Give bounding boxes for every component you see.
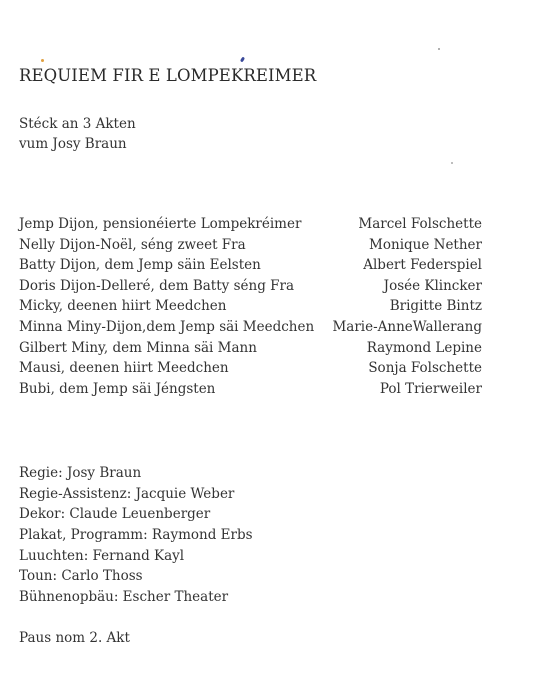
cast-actor: Brigitte Bintz: [389, 298, 482, 315]
cast-role: Nelly Dijon-Noël, séng zweet Fra: [19, 236, 246, 253]
cast-row: [19, 317, 482, 338]
cast-actor: Marie-AnneWallerang: [332, 318, 482, 335]
crew-item-sound: Toun: Carlo Thoss: [19, 568, 143, 585]
cast-role: Micky, deenen hiirt Meedchen: [19, 298, 227, 315]
cast-actor: Monique Nether: [369, 236, 482, 253]
cast-actor: Pol Trierweiler: [379, 380, 482, 397]
cast-row: [19, 214, 482, 235]
cast-row: [19, 276, 482, 297]
play-title: REQUIEM FIR E LOMPEKREIMER: [19, 66, 317, 85]
cast-role: Mausi, deenen hiirt Meedchen: [19, 360, 229, 377]
ink-speck-orange: [41, 59, 44, 62]
cast-list: [19, 214, 482, 399]
crew-item-director: Regie: Josy Braun: [19, 465, 142, 481]
crew-item-lighting: Luuchten: Fernand Kayl: [19, 547, 185, 564]
crew-item-set: Dekor: Claude Leuenberger: [19, 506, 211, 523]
cast-role: Minna Miny-Dijon,dem Jemp säi Meedchen: [19, 318, 315, 335]
cast-actor: Sonja Folschette: [368, 360, 482, 377]
ink-speck-blue: [240, 57, 245, 63]
crew-item-assistant: Regie-Assistenz: Jacquie Weber: [19, 485, 235, 502]
cast-role: Jemp Dijon, pensionéierte Lompekréimer: [19, 216, 302, 232]
crew-item-stage: Bühnenopbäu: Escher Theater: [19, 589, 229, 606]
play-subtitle: [19, 114, 136, 154]
cast-actor: Marcel Folschette: [358, 216, 482, 232]
crew-list: [19, 463, 253, 608]
ink-speck-gray: [438, 48, 440, 50]
cast-actor: Raymond Lepine: [366, 339, 482, 356]
cast-row: [19, 296, 482, 317]
subtitle-line-genre: Stéck an 3 Akten: [19, 116, 136, 132]
subtitle-line-author: vum Josy Braun: [19, 136, 127, 152]
cast-row: [19, 358, 482, 379]
cast-role: Bubi, dem Jemp säi Jéngsten: [19, 380, 216, 397]
crew-item-poster: Plakat, Programm: Raymond Erbs: [19, 527, 253, 544]
cast-row: [19, 255, 482, 276]
cast-role: Gilbert Miny, dem Minna säi Mann: [19, 339, 257, 356]
cast-role: Batty Dijon, dem Jemp säin Eelsten: [19, 257, 261, 274]
cast-actor: Josée Klincker: [383, 277, 482, 294]
cast-row: [19, 235, 482, 256]
cast-actor: Albert Federspiel: [363, 257, 482, 274]
cast-row: [19, 338, 482, 359]
intermission-note: Paus nom 2. Akt: [19, 630, 130, 646]
cast-row: [19, 379, 482, 400]
cast-role: Doris Dijon-Delleré, dem Batty séng Fra: [19, 277, 294, 294]
ink-speck-gray: [451, 162, 453, 164]
